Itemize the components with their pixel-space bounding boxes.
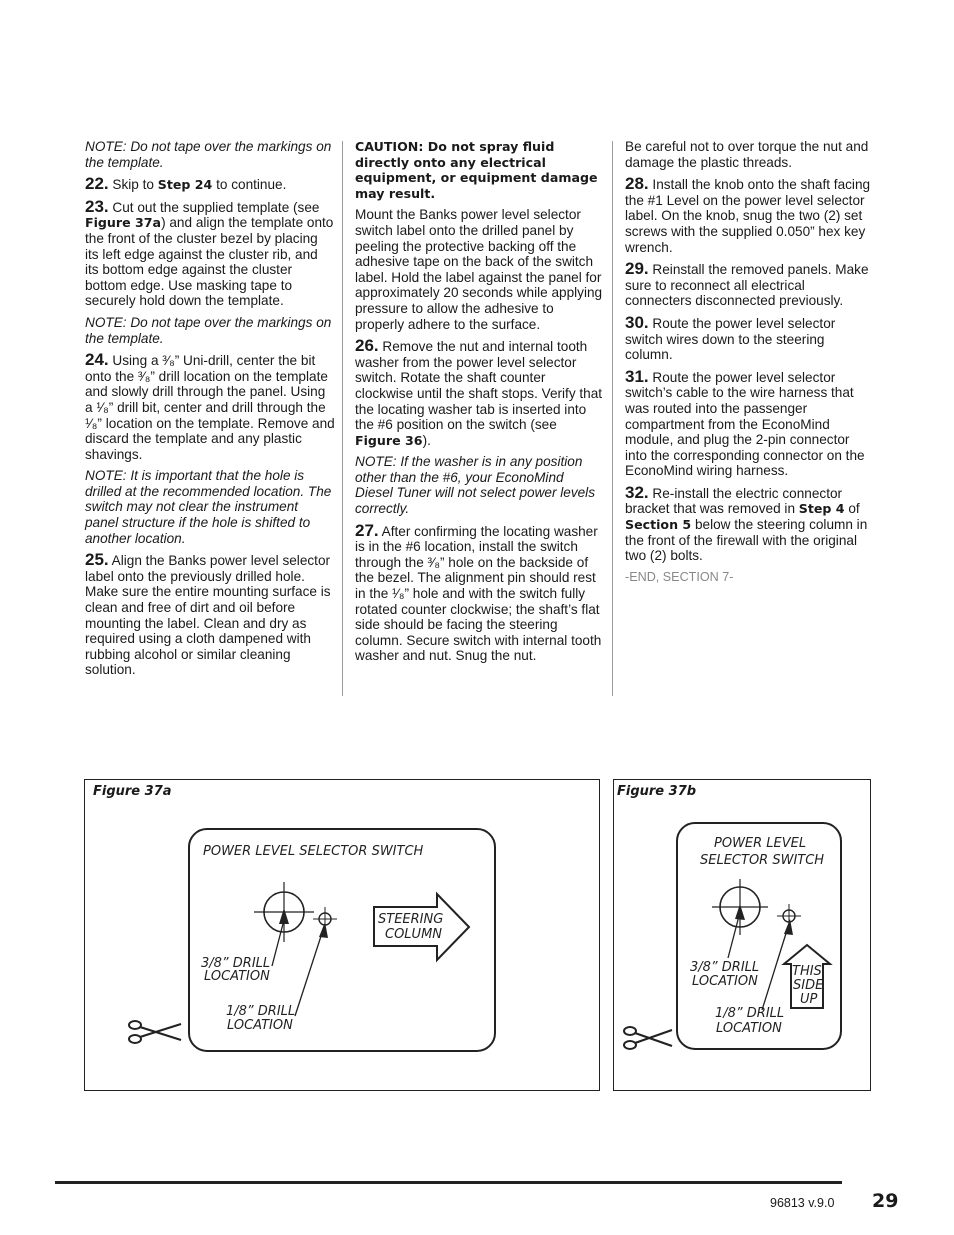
drill-18-label-line-2: LOCATION (227, 1018, 293, 1033)
column-2 (355, 139, 605, 670)
step-28 (625, 176, 875, 255)
step-31-number: 31. (625, 366, 649, 386)
template-title-line-2: SELECTOR SWITCH (700, 853, 825, 868)
step-26-text-end: ). (422, 432, 431, 448)
step-30 (625, 312, 875, 363)
step-23-text-end: ) and align the template onto the front of the cluster bezel by placing its left edge against the cluster rib, and its bottom edge against the cluster bottom edge. Use masking tape to securely hold down the template. (85, 215, 334, 309)
step-27-text: After confirming the locating washer is in the #6 location, install the switch through the ³⁄₈” hole on the backside of the bezel. The alignment pin should rest in the ¹⁄₈” hole and with the switch fully rotated counter clockwise; the shaft’s flat side should be facing the steering column. Secure switch with internal tooth washer and nut. Snug the nut. (355, 523, 602, 664)
scissors-icon (129, 1021, 181, 1043)
step-32-text: Re-install the electric connector bracket that was removed in (625, 485, 843, 517)
step-27 (355, 520, 605, 664)
drill-18-label-line-1: 1/8” DRILL (226, 1004, 296, 1019)
step-32-number: 32. (625, 482, 649, 502)
step-32-text-mid: of (844, 501, 860, 517)
step-27-number: 27. (355, 520, 379, 540)
step-25-text: Align the Banks power level selector label onto the previously drilled hole. Make sure the entire mounting surface is clean and free of dirt and oil before mounting the label. Clean and dry as required using a cloth dampened with rubbing alcohol or similar cleaning solution. (85, 553, 331, 678)
column-1 (85, 139, 335, 684)
column-3 (625, 139, 875, 591)
drill-38-label-line-1: 3/8” DRILL (201, 956, 271, 971)
step-28-number: 28. (625, 174, 649, 194)
leader-18 (762, 927, 788, 1010)
step-29-number: 29. (625, 259, 649, 279)
document-id: 96813 v.9.0 (770, 1196, 835, 1210)
figure-37a-label: Figure 37a (93, 784, 172, 799)
column-divider-2 (612, 141, 613, 696)
step-26 (355, 338, 605, 448)
step-24-ref: Step 24 (157, 177, 213, 193)
template-title: POWER LEVEL SELECTOR SWITCH (203, 844, 424, 859)
footer-rule (55, 1181, 842, 1184)
note-no-tape-1: NOTE: Do not tape over the markings on the template. (85, 139, 332, 170)
step-31 (625, 366, 875, 479)
step-22-text-end: to continue. (212, 177, 287, 193)
step-31-text: Route the power level selector switch’s cable to the wire harness that was routed into the passenger compartment from the EconoMind module, and plug the 2-pin connector into the corresponding connector on the EconoMind wiring harness. (625, 369, 865, 479)
up-label-line-1: THIS (792, 964, 822, 979)
drill-38-label-line-1: 3/8” DRILL (690, 960, 760, 975)
up-label-line-2: SIDE (793, 978, 824, 993)
step-26-text: Remove the nut and internal tooth washer from the power level selector switch. Rotate the shaft counter clockwise until the shaft stops. Verify that the locating washer tab is inserted into the #6 position on the switch (see (355, 339, 603, 433)
step-23 (85, 196, 335, 309)
step-23-number: 23. (85, 196, 109, 216)
arrow-label-line-2: COLUMN (385, 927, 443, 942)
arrow-label-line-1: STEERING (378, 912, 444, 927)
note-hole-location: NOTE: It is important that the hole is drilled at the recommended location. The switch may not clear the instrument panel structure if the hole is shifted to another location. (85, 468, 332, 546)
leader-38 (728, 916, 739, 958)
step-26-number: 26. (355, 336, 379, 356)
step-25 (85, 552, 335, 678)
step-25-number: 25. (85, 550, 109, 570)
figure-37b-drawing (614, 780, 870, 1090)
step-30-text: Route the power level selector switch wires down to the steering column. (625, 315, 836, 363)
section-5-ref: Section 5 (625, 517, 692, 533)
step-22-text: Skip to (112, 177, 158, 193)
step-29-text: Reinstall the removed panels. Make sure to reconnect all electrical connecters disconnected previously. (625, 262, 869, 309)
drill-18-label-line-2: LOCATION (716, 1021, 782, 1036)
step-24 (85, 352, 335, 462)
note-washer: NOTE: If the washer is in any position other than the #6, your EconoMind Diesel Tuner will not select power levels correctly. (355, 454, 596, 517)
caution-text: CAUTION: Do not spray fluid directly onto any electrical equipment, or equipment damage may result. (355, 139, 598, 201)
figure-37a-ref: Figure 37a (85, 215, 162, 231)
scissors-icon (624, 1027, 672, 1049)
drill-38-label-line-2: LOCATION (692, 974, 758, 989)
step-29 (625, 261, 875, 309)
step-24-number: 24. (85, 350, 109, 370)
step-30-number: 30. (625, 312, 649, 332)
figure-36-ref: Figure 36 (355, 432, 423, 448)
end-section-marker: -END, SECTION 7- (625, 569, 734, 584)
template-title-line-1: POWER LEVEL (714, 836, 807, 851)
step-32-text-end: below the steering column in the front of the firewall with the original two (2) bolts. (625, 517, 868, 564)
note-no-tape-2: NOTE: Do not tape over the markings on the template. (85, 314, 332, 346)
figure-37b-label: Figure 37b (617, 784, 697, 799)
figure-37b (613, 779, 871, 1091)
step-28-text: Install the knob onto the shaft facing the #1 Level on the power level selector label. On the knob, snug the two (2) set screws with the supplied 0.050” hex key wrench. (625, 177, 871, 255)
step-4-ref: Step 4 (798, 501, 845, 517)
leader-18 (295, 930, 323, 1016)
step-22-number: 22. (85, 174, 109, 194)
step-22 (85, 176, 335, 193)
drill-18-label-line-1: 1/8” DRILL (715, 1006, 785, 1021)
up-label-line-3: UP (800, 992, 818, 1007)
figure-37a-drawing (85, 780, 599, 1090)
leader-38-arrowhead (279, 908, 289, 924)
torque-caution: Be careful not to over torque the nut and damage the plastic threads. (625, 139, 869, 170)
drill-38-label-line-2: LOCATION (204, 969, 270, 984)
leader-38 (272, 920, 284, 966)
step-24-text: Using a ³⁄₈” Uni-drill, center the bit onto the ³⁄₈” drill location on the template and slowly drill through the panel. Using a ¹⁄₈” drill bit, center and drill through the ¹⁄₈” location on the template. Remove and discard the template and any plastic shavings. (85, 353, 335, 462)
figure-37a (84, 779, 600, 1091)
mount-label-text: Mount the Banks power level selector switch label onto the drilled panel by peeling the protective backing off the adhesive tape on the back of the switch label. Hold the label against the panel for approximately 20 seconds while applying pressure to allow the adhesive to properly adhere to the surface. (355, 207, 603, 332)
page-number: 29 (872, 1190, 899, 1212)
step-32 (625, 482, 875, 564)
column-divider-1 (342, 141, 343, 696)
step-23-text: Cut out the supplied template (see (112, 199, 320, 215)
